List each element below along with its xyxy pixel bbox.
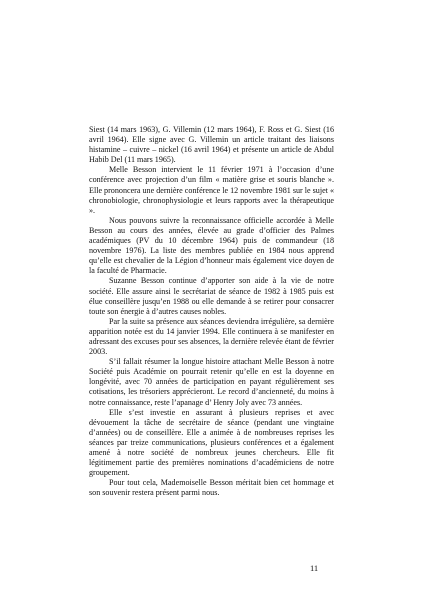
paragraph: Pour tout cela, Mademoiselle Besson méritait bien cet hommage et son souvenir restera présent parmi nous. bbox=[89, 478, 334, 498]
paragraph: Nous pouvons suivre la reconnaissance officielle accordée à Melle Besson au cours des années, élevée au grade d’officier des Palmes académiques (PV du 10 décembre 1964) puis de commandeur (18 novembre 1976). La liste des membres publiée en 1984 nous apprend qu’elle est chevalier de la Légion d’honneur mais également vice doyen de la faculté de Pharmacie. bbox=[89, 215, 334, 276]
paragraph: Elle s’est investie en assurant à plusieurs reprises et avec dévouement la tâche de secrétaire de séance (pendant une vingtaine d’années) ou de conseillère. Elle a animée à de nombreuses reprises les séances par treize communications, plusieurs conférences et a également amené à notre société de nombreux jeunes chercheurs. Elle fit légitimement partie des premières nominations d’académiciens de notre groupement. bbox=[89, 407, 334, 478]
body-text bbox=[89, 125, 334, 498]
page-number: 11 bbox=[310, 563, 319, 573]
paragraph: Par la suite sa présence aux séances deviendra irrégulière, sa dernière apparition notée est du 14 janvier 1994. Elle continuera à se manifester en adressant des excuses pour ses absences, la dernière relevée étant de février 2003. bbox=[89, 316, 334, 357]
paragraph: S’il fallait résumer la longue histoire attachant Melle Besson à notre Société puis Académie on pourrait retenir qu’elle en est la doyenne en longévité, avec 70 années de participation en payant régulièrement ses cotisations, les trésoriers apprécieront. Le record d’ancienneté, du moins à notre connaissance, reste l’apanage d’ Henry Joly avec 73 années. bbox=[89, 357, 334, 407]
paragraph: Melle Besson intervient le 11 février 1971 à l’occasion d’une conférence avec projection d’un film « matière grise et souris blanche ». Elle prononcera une dernière conférence le 12 novembre 1981 sur le sujet « chronobiologie, chronophysiologie et leurs rapports avec la thérapeutique ». bbox=[89, 165, 334, 215]
paragraph: Siest (14 mars 1963), G. Villemin (12 mars 1964), F. Ross et G. Siest (16 avril 1964). Elle signe avec G. Villemin un article traitant des liaisons histamine – cuivre – nickel (16 avril 1964) et présente un article de Abdul Habib Del (11 mars 1965). bbox=[89, 125, 334, 165]
paragraph: Suzanne Besson continue d’apporter son aide à la vie de notre société. Elle assure ainsi le secrétariat de séance de 1982 à 1985 puis est élue conseillère jusqu’en 1988 ou elle demande à se retirer pour consacrer toute son énergie à d’autres causes nobles. bbox=[89, 276, 334, 316]
